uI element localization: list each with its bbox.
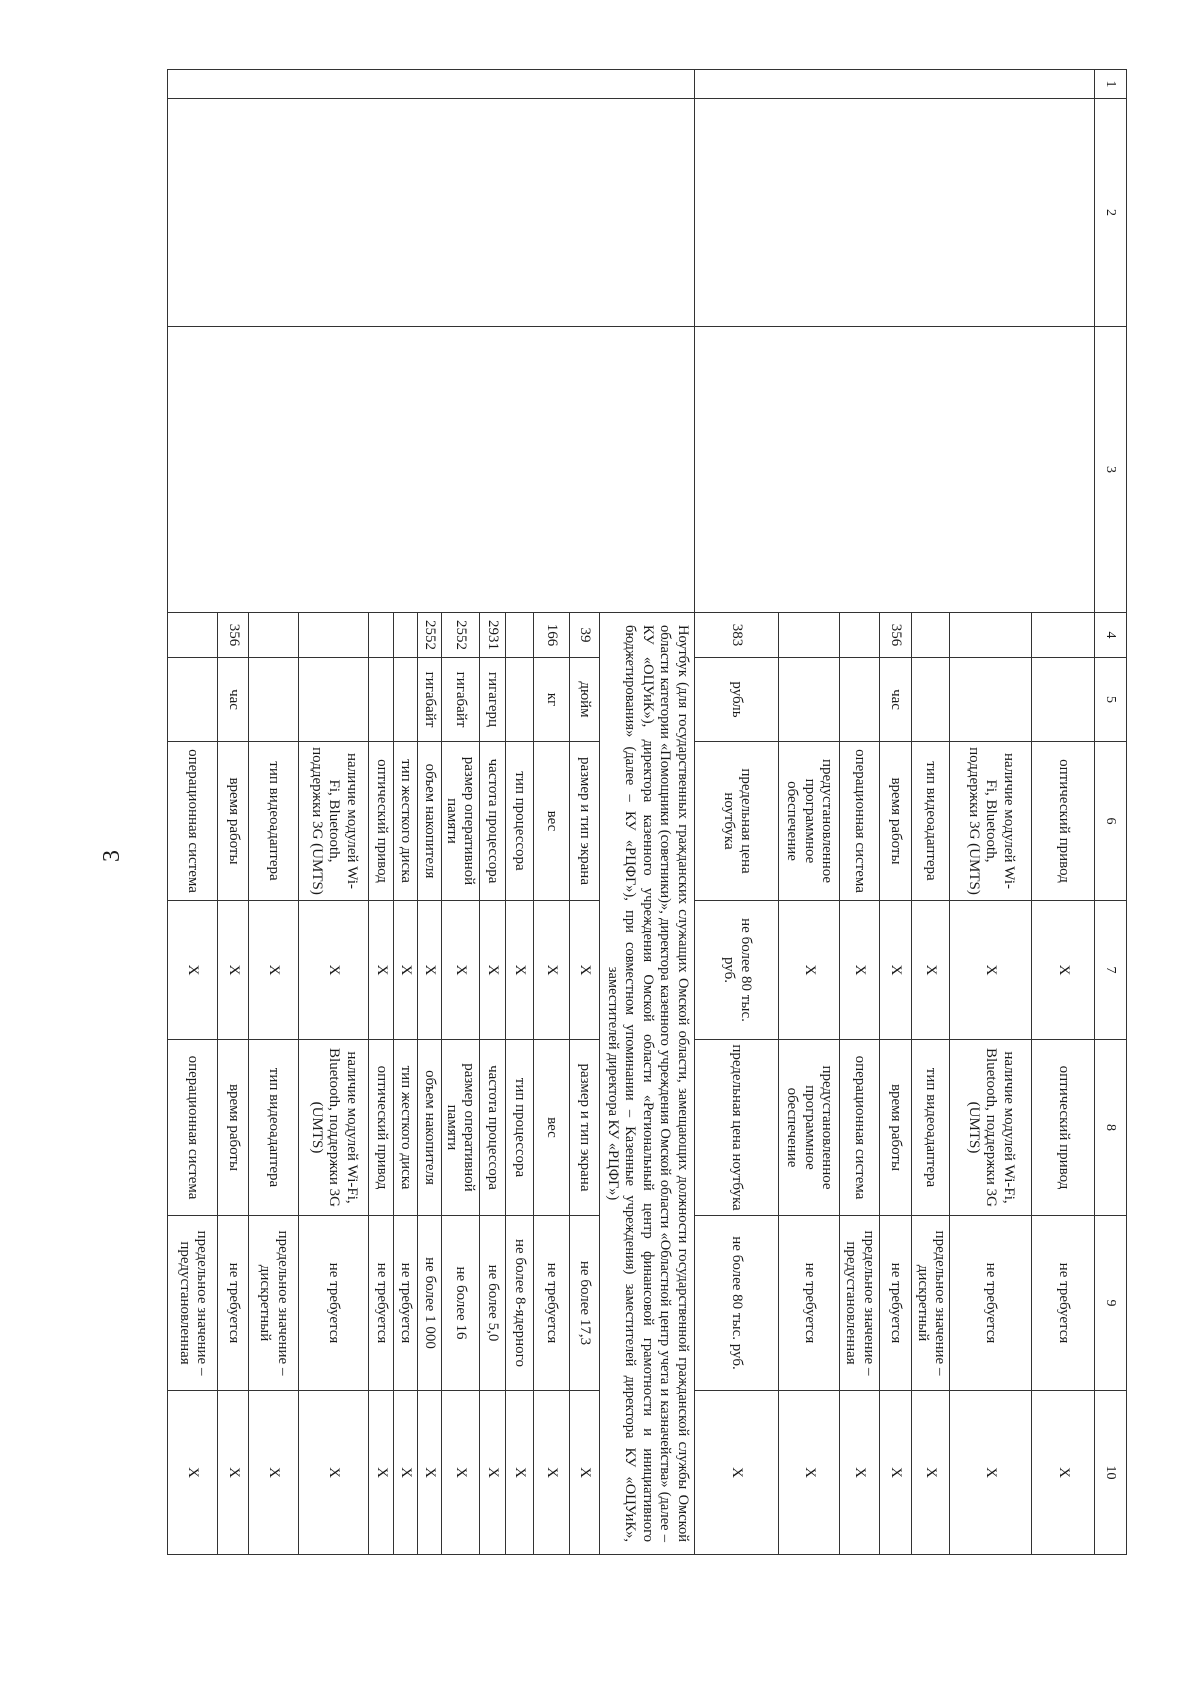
characteristic-cell: тип жесткого диска <box>393 1040 417 1216</box>
unit-cell: гигабайт <box>417 658 441 742</box>
characteristic-cell: тип видеоадаптера <box>912 1040 950 1216</box>
value-cell: не требуется <box>218 1216 248 1391</box>
value-cell: не требуется <box>879 1216 911 1391</box>
code-cell: 2552 <box>417 613 441 658</box>
value-cell: X <box>570 1391 600 1555</box>
characteristic-cell: наличие модулей Wi-Fi, Bluetooth, поддержки 3G (UMTS) <box>949 742 1032 901</box>
value-cell: X <box>168 901 218 1040</box>
value-cell: не требуется <box>533 1216 569 1391</box>
value-cell: не более 80 тыс. руб. <box>694 901 779 1040</box>
unit-cell <box>298 658 368 742</box>
characteristic-cell: частота процессора <box>479 1040 505 1216</box>
unit-cell <box>369 658 393 742</box>
unit-cell <box>168 658 218 742</box>
value-cell: X <box>1032 901 1094 1040</box>
unit-cell <box>393 658 417 742</box>
code-cell: 356 <box>879 613 911 658</box>
code-cell <box>248 613 298 658</box>
characteristic-cell: вес <box>533 1040 569 1216</box>
code-cell <box>912 613 950 658</box>
value-cell: не требуется <box>393 1216 417 1391</box>
unit-cell <box>1032 658 1094 742</box>
value-cell: предельное значение – предустановленная <box>168 1216 218 1391</box>
value-cell: X <box>779 901 839 1040</box>
characteristic-cell: размер и тип экрана <box>570 742 600 901</box>
value-cell: X <box>949 1391 1032 1555</box>
value-cell: X <box>912 1391 950 1555</box>
unit-cell: гигагерц <box>479 658 505 742</box>
value-cell: X <box>248 1391 298 1555</box>
value-cell: X <box>879 1391 911 1555</box>
value-cell: предельное значение – предустановленная <box>839 1216 879 1391</box>
value-cell: X <box>879 901 911 1040</box>
value-cell: X <box>949 901 1032 1040</box>
characteristic-cell: операционная система <box>839 1040 879 1216</box>
section-title: Ноутбук (для государственных гражданских служащих Омской области, замещающих должности государственной гражданской службы Омской области категории «Помощники (советники)», директора казенного учреждения Омской области «Областной центр учета и казначейства» (далее – КУ «ОЦУиК»), директора казенного учреждения Омской области «Региональный центр финансовой грамотности и инициативного бюджетирования» (далее – КУ «РЦФГ»), при совместном упоминании – Казенные учреждения) заместителей директора КУ «ОЦУиК», заместителей директора КУ «РЦФГ») <box>600 613 695 1555</box>
header-cell: 6 <box>1094 742 1126 901</box>
code-cell <box>393 613 417 658</box>
requirements-table <box>167 69 1127 1555</box>
value-cell: X <box>479 1391 505 1555</box>
value-cell: X <box>505 1391 533 1555</box>
code-cell: 2931 <box>479 613 505 658</box>
characteristic-cell: операционная система <box>168 1040 218 1216</box>
value-cell: X <box>218 1391 248 1555</box>
value-cell: не требуется <box>298 1216 368 1391</box>
page-number: 3 <box>99 850 125 862</box>
code-cell <box>298 613 368 658</box>
empty-cell <box>694 70 1094 99</box>
value-cell: X <box>479 901 505 1040</box>
code-cell <box>779 613 839 658</box>
characteristic-cell: тип процессора <box>505 742 533 901</box>
characteristic-cell: операционная система <box>839 742 879 901</box>
header-cell: 1 <box>1094 70 1126 99</box>
value-cell: X <box>168 1391 218 1555</box>
characteristic-cell: тип видеоадаптера <box>248 742 298 901</box>
empty-cell <box>168 99 695 327</box>
value-cell: X <box>839 901 879 1040</box>
characteristic-cell: время работы <box>218 1040 248 1216</box>
value-cell: X <box>369 1391 393 1555</box>
characteristic-cell: размер и тип экрана <box>570 1040 600 1216</box>
header-cell: 7 <box>1094 901 1126 1040</box>
characteristic-cell: тип жесткого диска <box>393 742 417 901</box>
value-cell: не более 17,3 <box>570 1216 600 1391</box>
value-cell: X <box>779 1391 839 1555</box>
characteristic-cell: объем накопителя <box>417 1040 441 1216</box>
characteristic-cell: операционная система <box>168 742 218 901</box>
unit-cell: гигабайт <box>441 658 479 742</box>
code-cell <box>505 613 533 658</box>
unit-cell <box>779 658 839 742</box>
characteristic-cell: время работы <box>879 1040 911 1216</box>
code-cell <box>168 613 218 658</box>
value-cell: X <box>570 901 600 1040</box>
header-cell: 9 <box>1094 1216 1126 1391</box>
value-cell: X <box>298 901 368 1040</box>
unit-cell: час <box>879 658 911 742</box>
value-cell: X <box>393 901 417 1040</box>
characteristic-cell: время работы <box>218 742 248 901</box>
characteristic-cell: предельная цена ноутбука <box>694 1040 779 1216</box>
characteristic-cell: тип видеоадаптера <box>912 742 950 901</box>
unit-cell: кг <box>533 658 569 742</box>
characteristic-cell: наличие модулей Wi-Fi, Bluetooth, поддержки 3G (UMTS) <box>298 742 368 901</box>
characteristic-cell: оптический привод <box>369 742 393 901</box>
value-cell: не более 80 тыс. руб. <box>694 1216 779 1391</box>
value-cell: X <box>298 1391 368 1555</box>
empty-cell <box>168 70 695 99</box>
unit-cell <box>912 658 950 742</box>
code-cell <box>369 613 393 658</box>
value-cell: не требуется <box>369 1216 393 1391</box>
code-cell <box>839 613 879 658</box>
header-row <box>1094 70 1126 1555</box>
characteristic-cell: тип видеоадаптера <box>248 1040 298 1216</box>
empty-cell <box>168 327 695 613</box>
header-cell: 2 <box>1094 99 1126 327</box>
value-cell: не требуется <box>949 1216 1032 1391</box>
header-cell: 4 <box>1094 613 1126 658</box>
value-cell: не требуется <box>779 1216 839 1391</box>
code-cell: 383 <box>694 613 779 658</box>
code-cell: 2552 <box>441 613 479 658</box>
characteristic-cell: наличие модулей Wi-Fi, Bluetooth, поддержки 3G (UMTS) <box>949 1040 1032 1216</box>
characteristic-cell: предельная цена ноутбука <box>694 742 779 901</box>
value-cell: X <box>533 901 569 1040</box>
value-cell: X <box>417 1391 441 1555</box>
value-cell: не более 1 000 <box>417 1216 441 1391</box>
characteristic-cell: оптический привод <box>1032 1040 1094 1216</box>
unit-cell: дюйм <box>570 658 600 742</box>
value-cell: X <box>1032 1391 1094 1555</box>
value-cell: X <box>505 901 533 1040</box>
rotated-table-container <box>167 69 1127 1554</box>
characteristic-cell: размер оперативной памяти <box>441 742 479 901</box>
value-cell: X <box>441 1391 479 1555</box>
characteristic-cell: оптический привод <box>1032 742 1094 901</box>
unit-cell: рубль <box>694 658 779 742</box>
value-cell: предельное значение – дискретный <box>248 1216 298 1391</box>
value-cell: X <box>912 901 950 1040</box>
unit-cell <box>839 658 879 742</box>
value-cell: предельное значение – дискретный <box>912 1216 950 1391</box>
table-row <box>1032 70 1094 1555</box>
value-cell: X <box>839 1391 879 1555</box>
characteristic-cell: оптический привод <box>369 1040 393 1216</box>
value-cell: не более 8-ядерного <box>505 1216 533 1391</box>
characteristic-cell: объем накопителя <box>417 742 441 901</box>
value-cell: не более 5,0 <box>479 1216 505 1391</box>
header-cell: 8 <box>1094 1040 1126 1216</box>
code-cell: 166 <box>533 613 569 658</box>
characteristic-cell: наличие модулей Wi-Fi, Bluetooth, поддержки 3G (UMTS) <box>298 1040 368 1216</box>
unit-cell <box>248 658 298 742</box>
empty-cell <box>694 327 1094 613</box>
value-cell: X <box>694 1391 779 1555</box>
value-cell: X <box>248 901 298 1040</box>
empty-cell <box>694 99 1094 327</box>
code-cell: 356 <box>218 613 248 658</box>
value-cell: X <box>533 1391 569 1555</box>
code-cell <box>949 613 1032 658</box>
header-cell: 10 <box>1094 1391 1126 1555</box>
unit-cell <box>949 658 1032 742</box>
value-cell: X <box>441 901 479 1040</box>
characteristic-cell: вес <box>533 742 569 901</box>
characteristic-cell: тип процессора <box>505 1040 533 1216</box>
characteristic-cell: размер оперативной памяти <box>441 1040 479 1216</box>
header-cell: 5 <box>1094 658 1126 742</box>
characteristic-cell: предустановленное программное обеспечение <box>779 1040 839 1216</box>
value-cell: X <box>417 901 441 1040</box>
value-cell: X <box>393 1391 417 1555</box>
unit-cell <box>505 658 533 742</box>
section-title-row <box>600 70 695 1555</box>
value-cell: X <box>218 901 248 1040</box>
value-cell: X <box>369 901 393 1040</box>
code-cell <box>1032 613 1094 658</box>
characteristic-cell: время работы <box>879 742 911 901</box>
header-cell: 3 <box>1094 327 1126 613</box>
characteristic-cell: предустановленное программное обеспечение <box>779 742 839 901</box>
code-cell: 39 <box>570 613 600 658</box>
value-cell: не более 16 <box>441 1216 479 1391</box>
unit-cell: час <box>218 658 248 742</box>
characteristic-cell: частота процессора <box>479 742 505 901</box>
value-cell: не требуется <box>1032 1216 1094 1391</box>
